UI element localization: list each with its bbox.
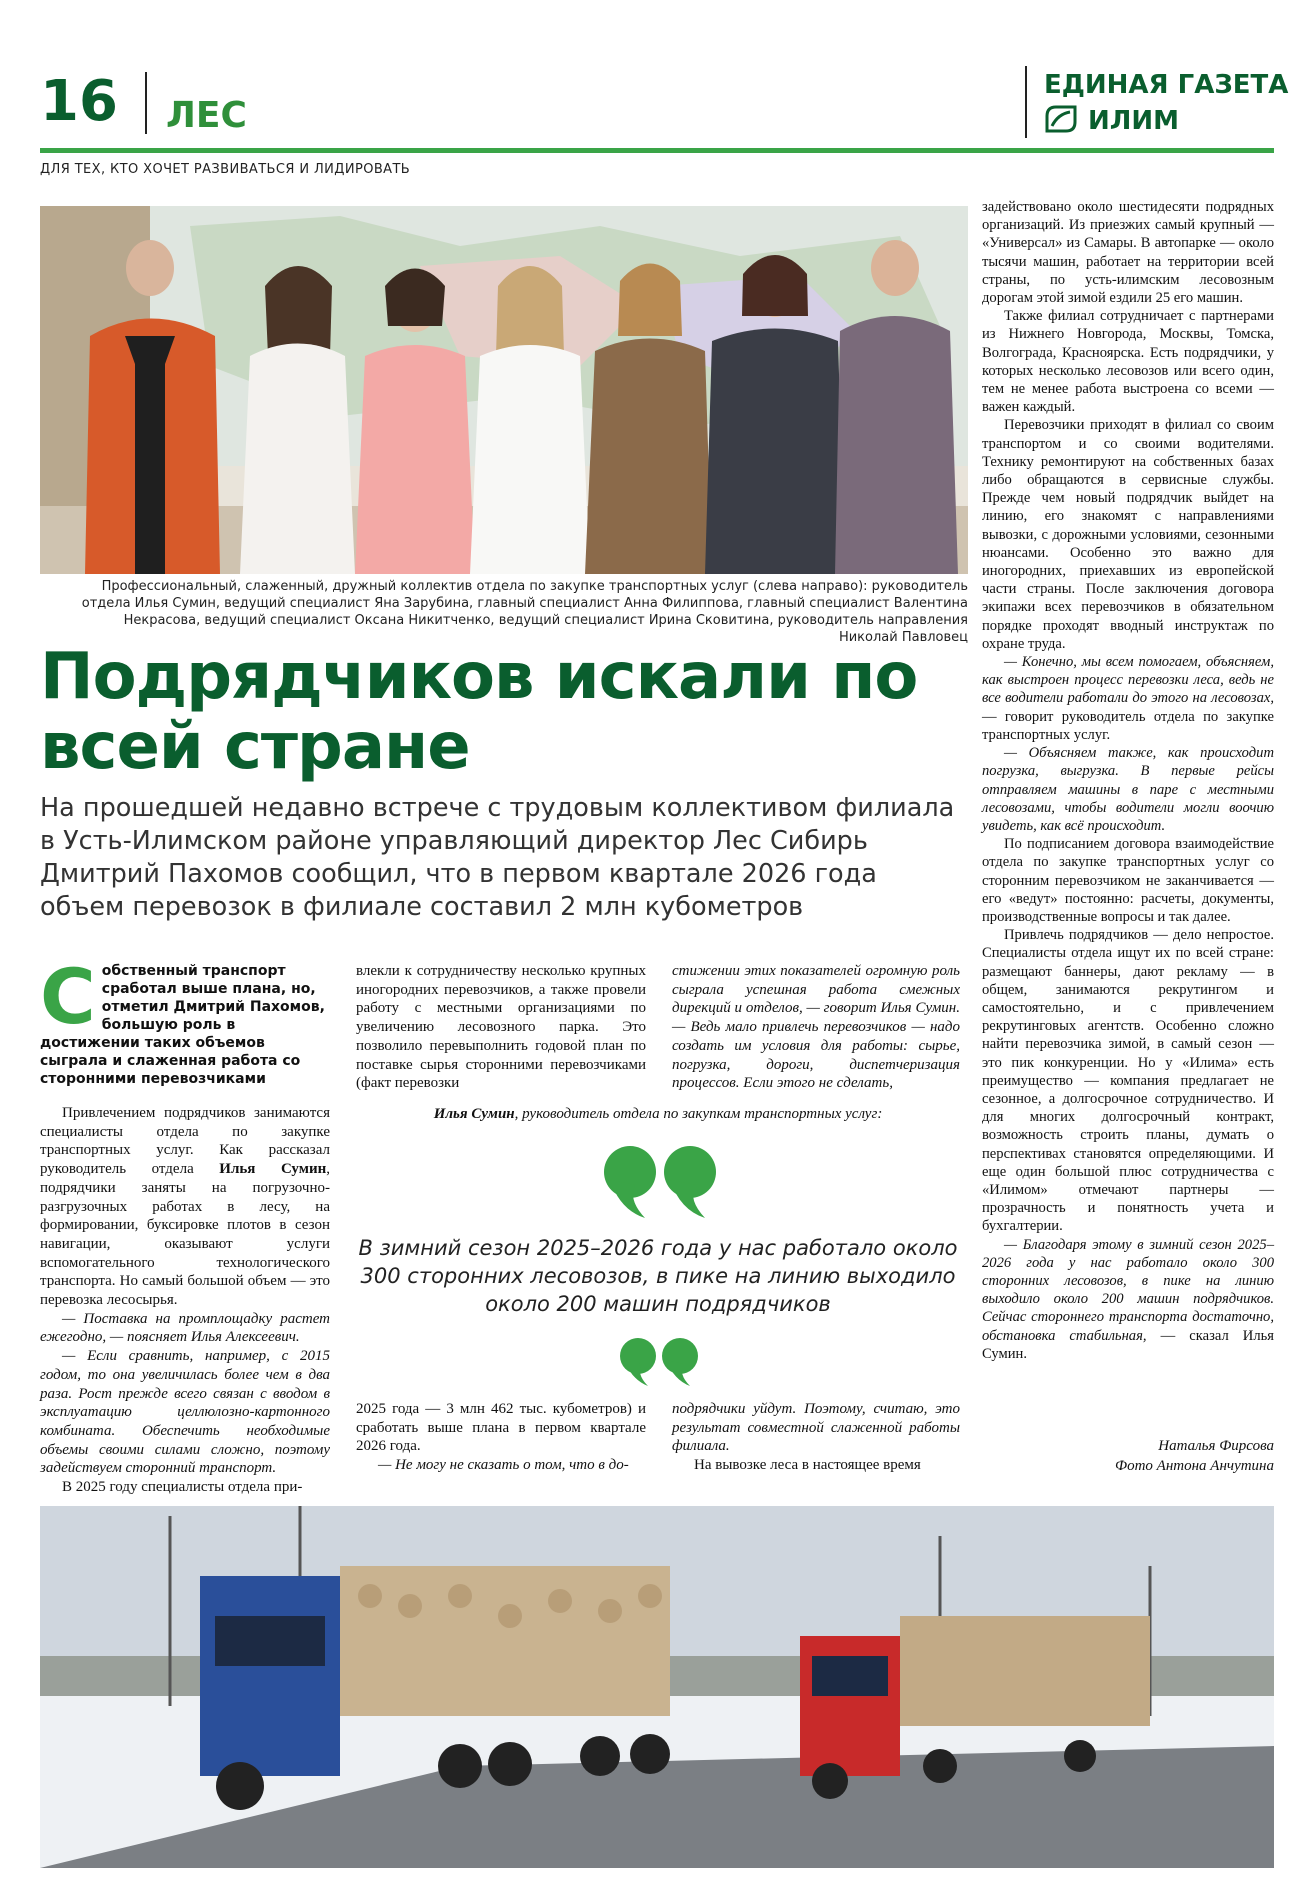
paragraph: На вывозке леса в настоящее время [694, 1457, 921, 1474]
team-photo [40, 206, 968, 574]
pull-quote: В зимний сезон 2025–2026 года у нас работало около 300 сторонних лесовозов, в пике на линию выходило около 200 машин подрядчиков [358, 1236, 958, 1316]
byline [982, 1436, 1274, 1476]
article-headline: Подрядчиков искали по всей стране [40, 640, 918, 784]
paragraph: Привлечением подрядчиков занимаются специалисты отдела по закупке транспортных услуг. Как рассказал руководитель отдела Илья Сумин, подрядчики заняты на погрузочно-разгрузочных работах в лесу, на формировании, буксировке плотов в сезон навигации, оказывают услуги вспомогательного технологического транспорта. Но самый большой объем — это перевозка лесосырья. [40, 1105, 330, 1309]
drop-cap: С [40, 952, 96, 1041]
article-lead: На прошедшей недавно встрече с трудовым коллективом филиала в Усть-Илимском районе управляющий директор Лес Сибирь Дмитрий Пахомов сообщил, что в первом квартале 2026 года объем перевозок в филиале составил 2 млн кубометров [40, 793, 955, 922]
header-divider [145, 72, 147, 134]
paragraph: стижении этих показателей огромную роль сыграла успешная работа смежных дирекций и отделов, — говорит Илья Сумин. — Ведь мало привлечь перевозчиков — надо создать им условия для работы: сырье, погрузка, дороги, диспетчеризация процессов. Если этого не сделать, [672, 963, 960, 1092]
paragraph: В 2025 году специалисты отдела при- [62, 1479, 303, 1496]
quote-open-icon [600, 1140, 720, 1220]
column-4 [982, 198, 1274, 1363]
paragraph: Также филиал сотрудничает с партнерами из Нижнего Новгорода, Москвы, Томска, Волгограда, Красноярска. Есть подрядчики, у которых несколько лесовозов или всего один, тем не менее работа выстроена со всеми — важен каждый. [982, 308, 1274, 416]
photo-caption: Профессиональный, слаженный, дружный коллектив отдела по закупке транспортных услуг (слева направо): руководитель отдела Илья Сумин, ведущий специалист Яна Зарубина, главный специалист Анна Филиппова, главный специалист Валентина Некрасова, ведущий специалист Оксана Никитченко, ведущий специалист Ирина Сковитина, руководитель направления Николай Павловец [81, 579, 968, 645]
paragraph: — Благодаря этому в зимний сезон 2025–2026 года у нас работало около 300 сторонних лесовозов, в пике на линию выходило около 200 машин подрядчиков. Сейчас стороннего транспорта достаточно, обстановка стабильная, — сказал Илья Сумин. [982, 1236, 1274, 1362]
column-3-bottom [672, 1400, 960, 1475]
paragraph: подрядчики уйдут. Поэтому, считаю, это результат совместной слаженной работы филиала. [672, 1401, 960, 1455]
section-title: ЛЕС [166, 95, 247, 136]
person-name: Илья Сумин [219, 1161, 327, 1178]
intro-paragraph [40, 952, 330, 1088]
author: Наталья Фирсова [1158, 1438, 1274, 1454]
column-1 [40, 952, 330, 1497]
paragraph: влекли к сотрудничеству несколько крупных иногородних перевозчиков, а также провели работу с местными организациями по увеличению лесовозного парка. Это позволило перевыполнить годовой план по поставке сырья сторонними перевозчиками (факт перевозки [356, 963, 646, 1092]
brand-name: ИЛИМ [1088, 106, 1179, 136]
brand-divider [1025, 66, 1027, 138]
paragraph: По подписанием договора взаимодействие отдела по закупке транспортных услуг со сторонним перевозчиком не заканчивается — его «ведут» постоянно: расчеты, документы, производственные вопросы и так далее. [982, 836, 1274, 925]
paragraph: задействовано около шестидесяти подрядных организаций. Из приезжих самый крупный — «Универсал» из Самары. В автопарке — около тысячи машин, работает на территории всей страны, по усть-илимским лесовозным дорогам этой зимой ездили 25 его машин. [982, 199, 1274, 307]
ilim-logo-icon [1044, 104, 1078, 134]
paragraph: — Если сравнить, например, с 2015 годом, то она увеличилась более чем в два раза. Рост прежде всего связан с вводом в эксплуатацию целлюлозно-картонного комбината. Обеспечить необходимые объемы своими силами сложно, поэтому задействуем сторонний транспорт. [40, 1348, 330, 1477]
intro-text: обственный транспорт сработал выше плана, но, отметил Дмитрий Пахомов, большую роль в достижении таких объемов сыграла и слаженная работа со сторонними перевозчиками [40, 963, 325, 1087]
paragraph: Перевозчики приходят в филиал со своим транспортом и со своими водителями. Технику ремонтируют на собственных базах либо обращаются в сервисные службы. Прежде чем новый подрядчик выйдет на линию, его знакомят с направлениями вывозки, с дорожными условиями, сезонными нюансами. Особенно это важно для иногородних, приехавших из европейской части страны. После заключения договора экипажи всех перевозчиков в обязательном порядке проходят вводный инструктаж по охране труда. [982, 417, 1274, 652]
paragraph: — Поставка на промплощадку растет ежегодно, — поясняет Илья Алексеевич. [40, 1310, 330, 1346]
page-number: 16 [40, 69, 118, 134]
tagline: ДЛЯ ТЕХ, КТО ХОЧЕТ РАЗВИВАТЬСЯ И ЛИДИРОВАТЬ [40, 162, 411, 177]
paragraph: 2025 года — 3 млн 462 тыс. кубометров) и сработать выше плана в первом квартале 2026 года. [356, 1401, 646, 1455]
paragraph: — Конечно, мы всем помогаем, объясняем, как выстроен процесс перевозки леса, ведь не все водители работали до этого на лесовозах, — говорит руководитель отдела по закупке транспортных услуг. [982, 654, 1274, 743]
quote-attribution: Илья Сумин, руководитель отдела по закупкам транспортных услуг: [433, 1106, 883, 1122]
column-2-bottom [356, 1400, 646, 1475]
column-2-top [356, 962, 646, 1093]
paragraph: — Объясняем также, как происходит погрузка, выгрузка. В первые рейсы отправляем машины в паре с местными лесовозами, чтобы водители могли воочию увидеть, как всё происходит. [982, 745, 1274, 834]
photo-credit: Фото Антона Анчутина [1115, 1458, 1274, 1474]
paragraph: — Не могу не сказать о том, что в до- [378, 1457, 629, 1474]
column-3-top [672, 962, 960, 1093]
brand-title: ЕДИНАЯ ГАЗЕТА [1044, 70, 1289, 100]
timber-trucks-photo [40, 1506, 1274, 1868]
quote-close-icon [618, 1332, 702, 1388]
paragraph: Привлечь подрядчиков — дело непростое. Специалисты отдела ищут их по всей стране: размещают баннеры, дают рекламу — в общем, занимаются рекрутингом и самостоятельно, и с привлечением рекрутинговых агентств. Особенно сложно найти перевозчика зимой, в самый сезон — это пик конкуренции. Но у «Илима» есть преимущество — компания предлагает не сезонное, а долгосрочное сотрудничество. И для многих долгосрочный контракт, возможность строить планы, думать о перспективах становятся определяющими. И еще один большой плюс сотрудничества с «Илимом» отмечают партнеры — прозрачность и понятность учета и бухгалтерии. [982, 927, 1274, 1235]
header-rule [40, 148, 1274, 153]
